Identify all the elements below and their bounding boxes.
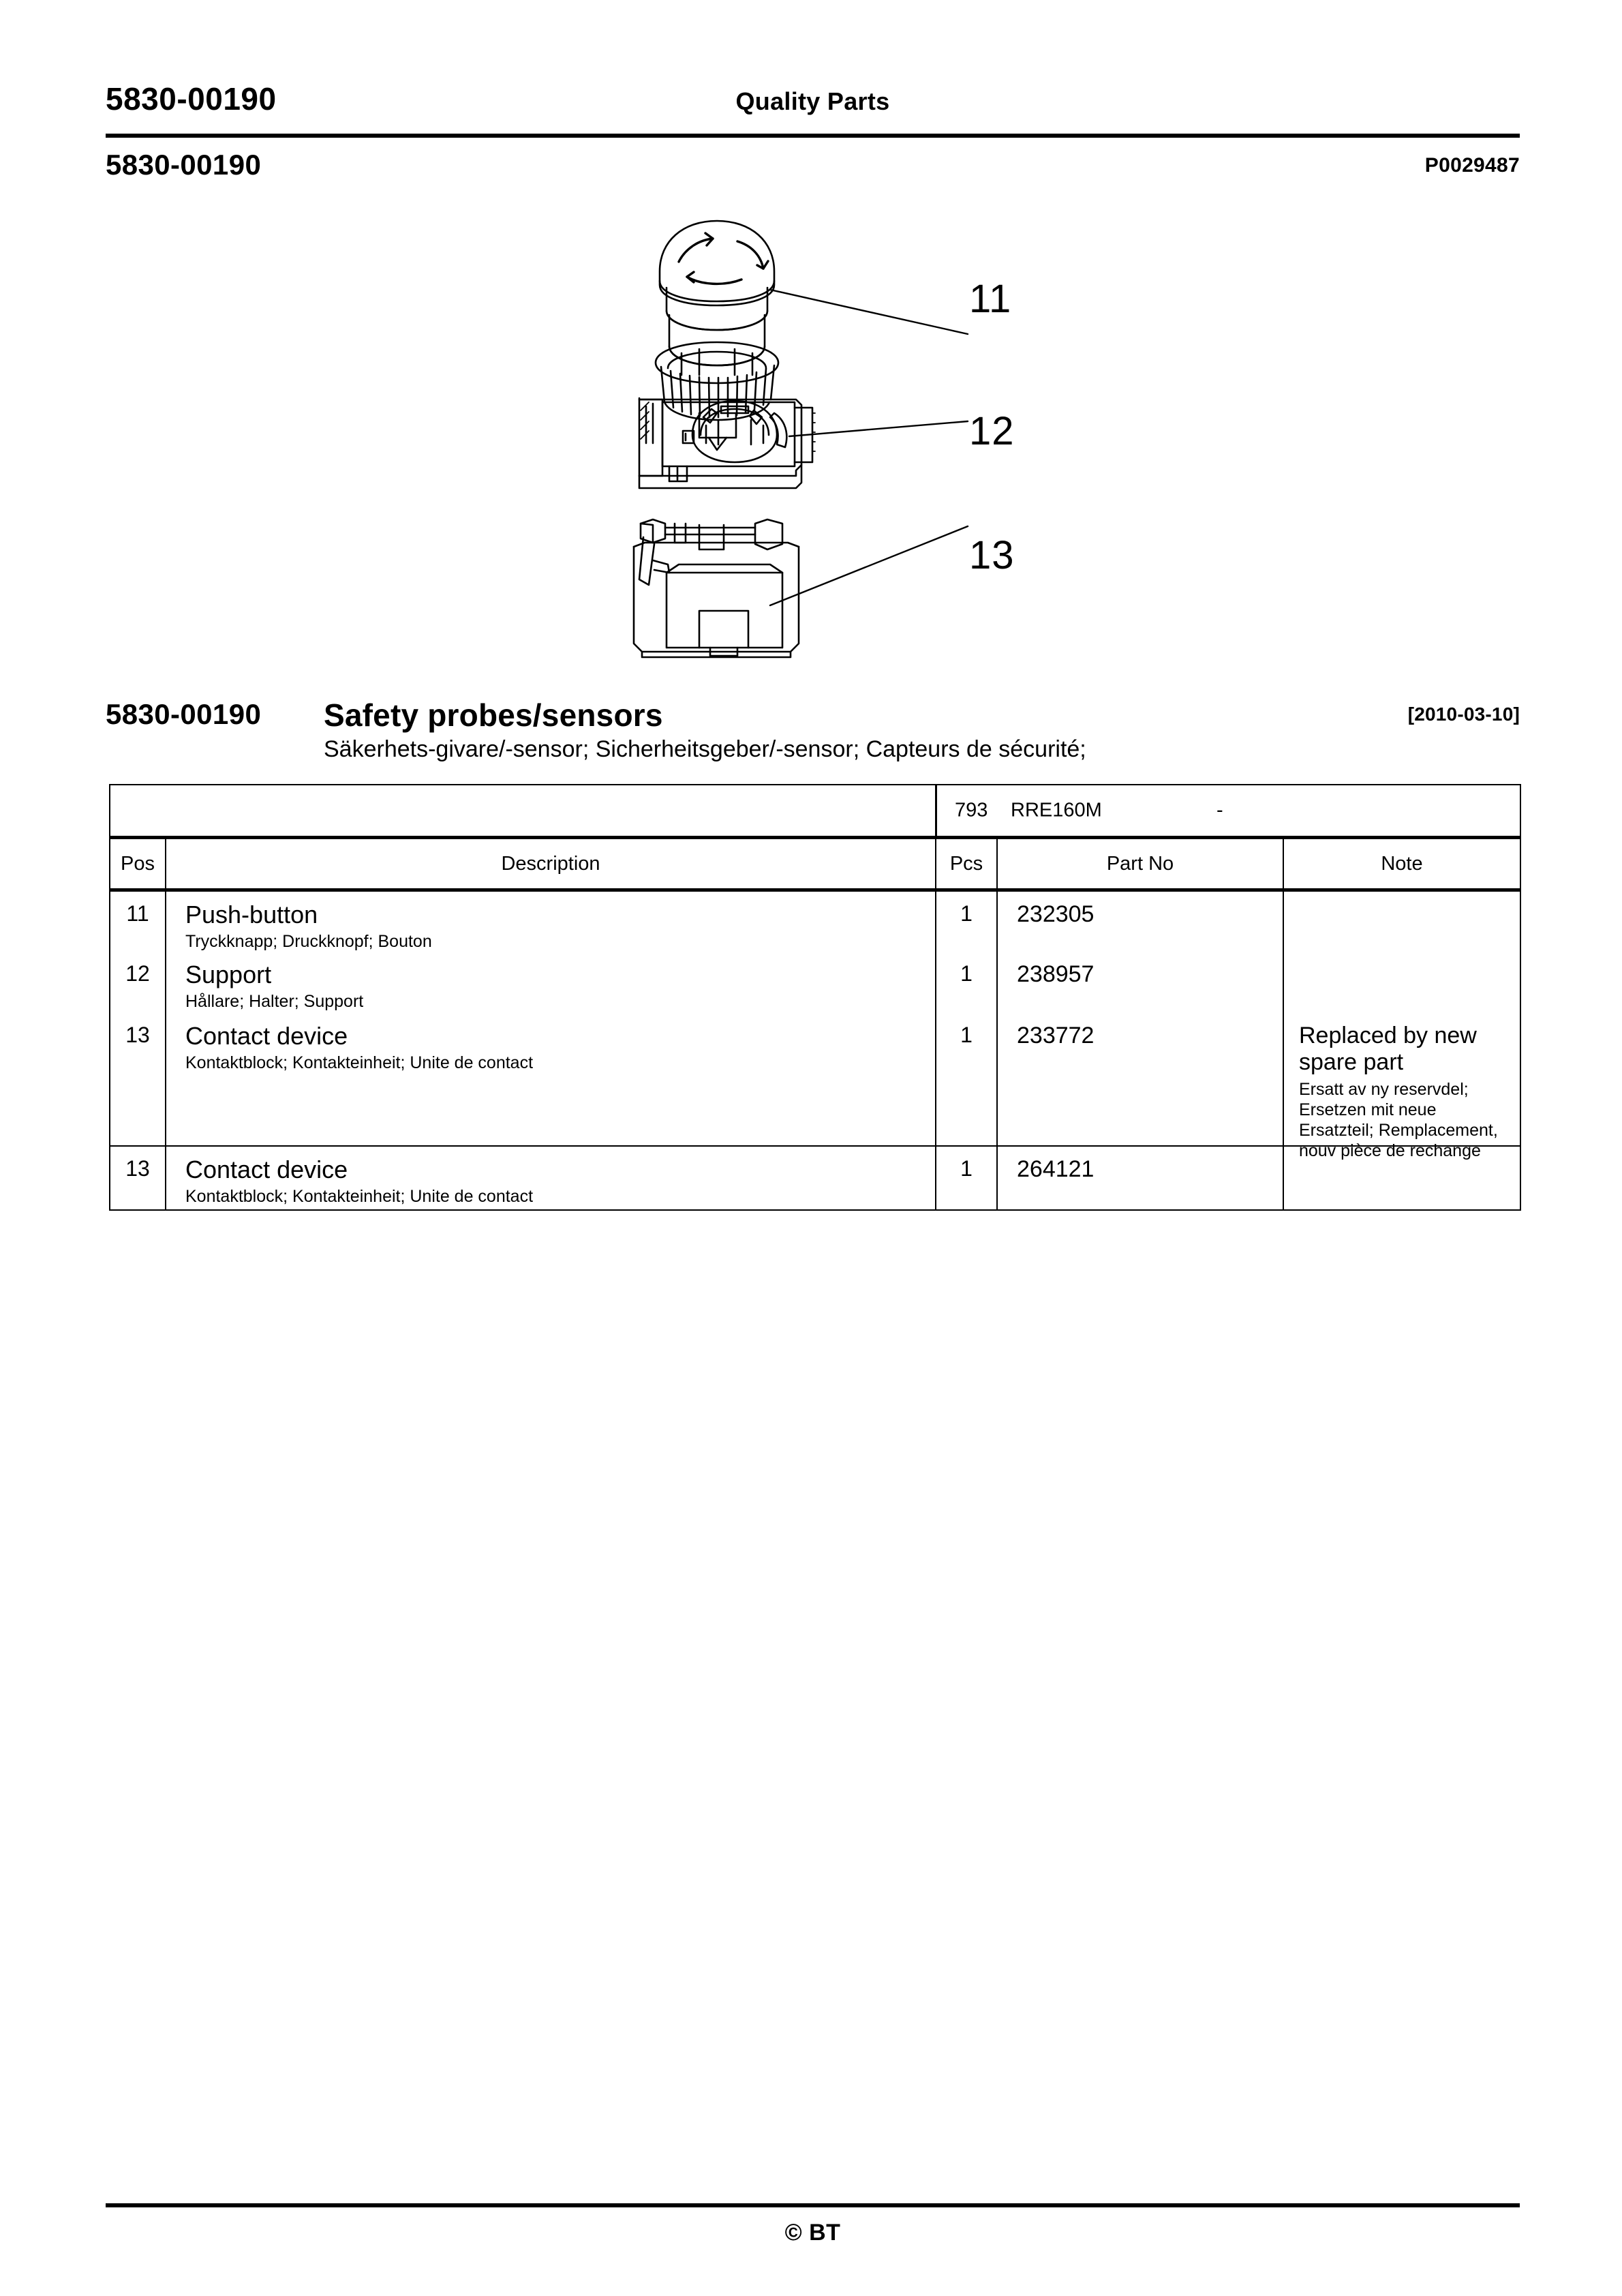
description-translations: Hållare; Halter; Support <box>185 992 364 1012</box>
column-header-pos: Pos <box>121 852 155 875</box>
cell-pos: 13 <box>125 1156 150 1181</box>
section-subtitle-translations: Säkerhets-givare/-sensor; Sicherheitsgeber/-sensor; Capteurs de sécurité; <box>324 736 1086 762</box>
cell-note <box>1283 1147 1520 1209</box>
cell-note <box>1283 892 1520 952</box>
header-title: Quality Parts <box>735 87 890 115</box>
description-main: Contact device <box>185 1155 348 1183</box>
header-document-number: 5830-00190 <box>106 81 277 117</box>
cell-part-no: 238957 <box>996 952 1283 1013</box>
note-translations <box>1284 961 1520 965</box>
description-main: Support <box>185 961 272 988</box>
leader-line-11 <box>770 290 968 334</box>
cell-part-no: 264121 <box>996 1147 1283 1209</box>
model-band-number: 793 <box>955 799 988 821</box>
page-header <box>106 80 1520 128</box>
note-main: Replaced by new spare part <box>1299 1023 1477 1075</box>
cell-pos: 12 <box>125 961 150 986</box>
model-variant-band <box>110 785 1520 839</box>
cell-description <box>165 1147 935 1209</box>
exploded-parts-illustration <box>566 170 1097 661</box>
callout-label-13: 13 <box>969 533 1015 577</box>
subheader-document-number: 5830-00190 <box>106 149 262 181</box>
column-header-note: Note <box>1283 839 1520 888</box>
cell-note <box>1283 952 1520 1013</box>
leader-line-12 <box>789 421 968 436</box>
description-translations: Tryckknapp; Druckknopf; Bouton <box>185 932 432 952</box>
part-contact-device-graphic <box>634 519 799 657</box>
table-row <box>110 952 1520 1013</box>
section-title: Safety probes/sensors <box>324 697 663 733</box>
note-translations <box>1284 901 1520 905</box>
cell-description <box>165 892 935 952</box>
model-band-model: RRE160M <box>1011 799 1102 821</box>
description-main: Push-button <box>185 901 318 928</box>
cell-pos: 13 <box>125 1023 150 1047</box>
cell-pcs: 1 <box>935 1147 996 1209</box>
cell-part-no: 232305 <box>996 892 1283 952</box>
model-band-content <box>935 785 1520 836</box>
note-translations: Ersatt av ny reservdel; Ersetzen mit neue Ersatzteil; Remplacement, nouv pièce de rechange <box>1299 1079 1498 1160</box>
table-row <box>110 1013 1520 1160</box>
cell-pcs: 1 <box>935 892 996 952</box>
description-translations: Kontaktblock; Kontakteinheit; Unite de contact <box>185 1053 534 1073</box>
note-translations <box>1284 1156 1520 1160</box>
footer-divider <box>106 2203 1520 2207</box>
callout-label-11: 11 <box>969 277 1012 321</box>
table-column-headers <box>110 839 1520 892</box>
column-header-pcs: Pcs <box>935 839 996 888</box>
parts-table <box>109 784 1521 1211</box>
cell-description <box>165 952 935 1013</box>
drawing-number: P0029487 <box>1424 154 1520 177</box>
table-row <box>110 1147 1520 1209</box>
callout-label-12: 12 <box>969 409 1015 453</box>
footer-copyright: © BT <box>784 2220 841 2246</box>
cell-note <box>1283 1013 1520 1160</box>
section-revision-date: [2010-03-10] <box>1407 704 1520 725</box>
cell-pos: 11 <box>126 901 149 926</box>
leader-line-13 <box>770 526 968 605</box>
model-band-dash: - <box>1216 799 1223 821</box>
cell-pcs: 1 <box>935 952 996 1013</box>
cell-description <box>165 1013 935 1145</box>
column-header-part-no: Part No <box>996 839 1283 888</box>
description-translations: Kontaktblock; Kontakteinheit; Unite de contact <box>185 1187 534 1207</box>
model-band-blank <box>110 785 935 836</box>
table-row <box>110 892 1520 952</box>
cell-part-no: 233772 <box>996 1013 1283 1145</box>
header-divider <box>106 134 1520 138</box>
section-code: 5830-00190 <box>106 698 262 730</box>
cell-pcs: 1 <box>935 1013 996 1145</box>
column-header-description: Description <box>165 839 935 888</box>
description-main: Contact device <box>185 1022 348 1050</box>
